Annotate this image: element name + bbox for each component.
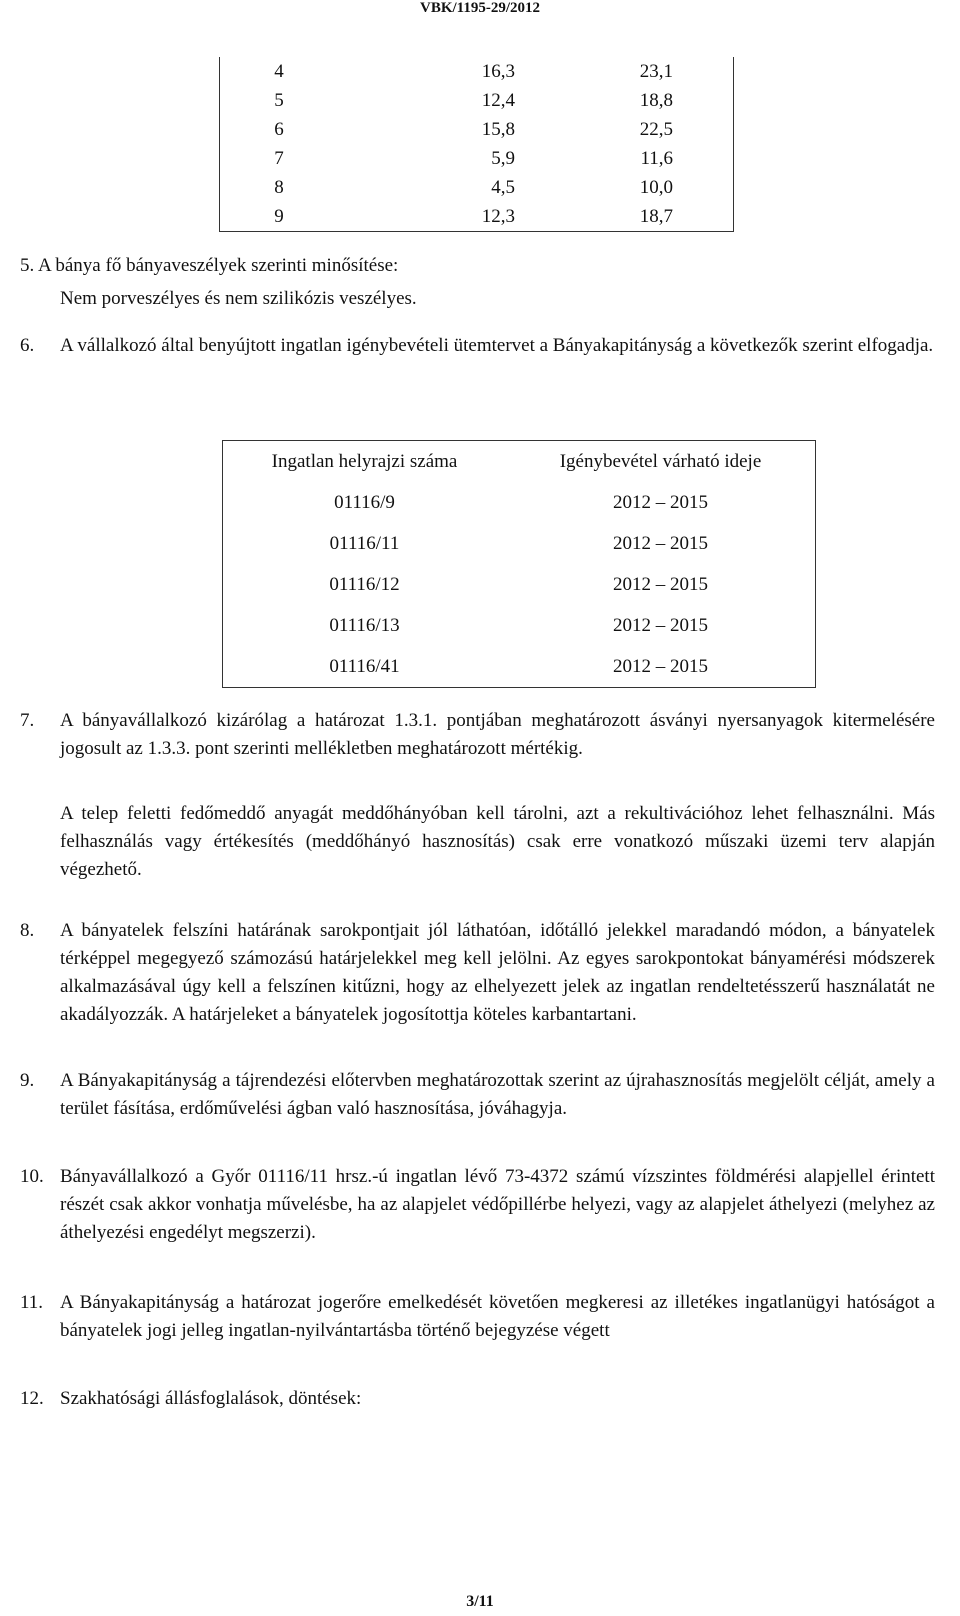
section-12-text: Szakhatósági állásfoglalások, döntések:	[60, 1388, 362, 1409]
table-row	[220, 57, 734, 86]
usage-period-cell: 2012 – 2015	[613, 491, 708, 513]
table-cell: 23,1	[639, 61, 673, 82]
property-table-header-parcel: Ingatlan helyrajzi száma	[271, 450, 458, 472]
section-12-number: 12.	[20, 1388, 44, 1409]
usage-period-cell: 2012 – 2015	[613, 573, 708, 595]
table-row	[220, 115, 734, 144]
section-11-text: A Bányakapitányság a határozat jogerőre emelkedését követően megkeresi az illetékes ingatlanügyi hatóságot a bányatelek jogi jelleg ingatlan-nyilvántartásba történő bejegyzése végett	[60, 1292, 935, 1341]
table-row	[220, 86, 734, 115]
parcel-number-cell: 01116/12	[329, 573, 400, 595]
table-cell: 16,3	[481, 61, 515, 82]
table-row	[220, 144, 734, 173]
usage-period-cell: 2012 – 2015	[613, 614, 708, 636]
parcel-number-cell: 01116/11	[329, 532, 400, 554]
table-row	[223, 482, 816, 523]
usage-period-cell: 2012 – 2015	[613, 655, 708, 677]
section-8-text: A bányatelek felszíni határának sarokpontjait jól láthatóan, időtálló jelekkel maradandó módon, a bányatelek térképpel megegyező számozású határjelekkel meg kell jelölni. Az egyes sarokpontokat bányamérési módszerek alkalmazásával úgy kell a felszínen kitűzni, hogy az elhelyezett jelek az ingatlan rendeltetésszerű használatát ne akadályozzák. A határjeleket a bányatelek jogosítottja köteles karbantartani.	[60, 920, 935, 1025]
parcel-number-cell: 01116/9	[334, 491, 395, 513]
section-7	[20, 707, 935, 763]
table-cell: 22,5	[639, 119, 673, 140]
table-row	[223, 646, 816, 688]
table-row	[223, 564, 816, 605]
section-6-text-content: A vállalkozó által benyújtott ingatlan igénybevételi ütemtervet a Bányakapitányság a következők szerint elfogadja.	[60, 335, 934, 356]
section-7-continued	[20, 800, 935, 884]
table-cell: 7	[274, 148, 284, 169]
table-row	[220, 173, 734, 202]
section-10-text: Bányavállalkozó a Győr 01116/11 hrsz.-ú ingatlan lévő 73-4372 számú vízszintes földmérési alapjellel érintett részét csak akkor vonhatja művelésbe, ha az alapjelet védőpillérbe helyezi, vagy az alapjelet áthelyezi (melyhez az áthelyezési engedélyt megszerzi).	[60, 1166, 935, 1243]
table-row	[223, 523, 816, 564]
section-7-text2: A telep feletti fedőmeddő anyagát meddőhányóban kell tárolni, azt a rekultivációhoz lehet felhasználni. Más felhasználás vagy értékesítés (meddőhányó hasznosítás) csak erre vonatkozó műszaki üzemi terv alapján végezhető.	[60, 803, 935, 880]
data-table-top	[219, 57, 734, 232]
section-5-title: 5. A bánya fő bányaveszélyek szerinti minősítése:	[20, 255, 399, 276]
section-6-text	[60, 332, 935, 360]
table-cell: 12,4	[481, 90, 515, 111]
property-table	[222, 440, 816, 688]
section-10	[20, 1163, 935, 1247]
section-7-number: 7.	[20, 710, 35, 731]
section-6	[20, 332, 935, 360]
section-6-number: 6.	[20, 335, 35, 356]
section-8	[20, 917, 935, 1029]
table-row	[220, 202, 734, 232]
section-7-text: A bányavállalkozó kizárólag a határozat 1.3.1. pontjában meghatározott ásványi nyersanyagok kitermelésére jogosult az 1.3.3. pont szerinti mellékletben meghatározott mértékig.	[60, 710, 935, 759]
section-12	[20, 1385, 935, 1413]
table-cell: 18,8	[639, 90, 673, 111]
usage-period-cell: 2012 – 2015	[613, 532, 708, 554]
table-cell: 8	[274, 177, 284, 198]
table-cell: 11,6	[640, 148, 673, 169]
section-8-number: 8.	[20, 920, 35, 941]
section-9-text: A Bányakapitányság a tájrendezési előtervben meghatározottak szerint az újrahasznosítás megjelölt célját, amely a terület fásítása, erdőművelési ágban való hasznosítása, jóváhagyja.	[60, 1070, 935, 1119]
parcel-number-cell: 01116/13	[329, 614, 400, 636]
section-9	[20, 1067, 935, 1123]
section-10-number: 10.	[20, 1166, 44, 1187]
table-cell: 5,9	[491, 148, 515, 169]
table-cell: 4	[274, 61, 284, 82]
section-5-body: Nem porveszélyes és nem szilikózis veszélyes.	[60, 288, 417, 309]
document-header: VBK/1195-29/2012	[419, 0, 540, 16]
property-table-header-period: Igénybevétel várható ideje	[559, 450, 762, 472]
section-9-number: 9.	[20, 1070, 35, 1091]
table-cell: 6	[274, 119, 284, 140]
table-cell: 9	[274, 206, 284, 227]
table-cell: 4,5	[491, 177, 515, 198]
parcel-number-cell: 01116/41	[329, 655, 400, 677]
table-cell: 15,8	[481, 119, 515, 140]
table-cell: 10,0	[639, 177, 673, 198]
table-cell: 18,7	[639, 206, 673, 227]
table-row	[223, 605, 816, 646]
table-cell: 12,3	[481, 206, 515, 227]
section-11	[20, 1289, 935, 1345]
page-number: 3/11	[466, 1593, 494, 1610]
table-cell: 5	[274, 90, 284, 111]
section-11-number: 11.	[20, 1292, 44, 1313]
